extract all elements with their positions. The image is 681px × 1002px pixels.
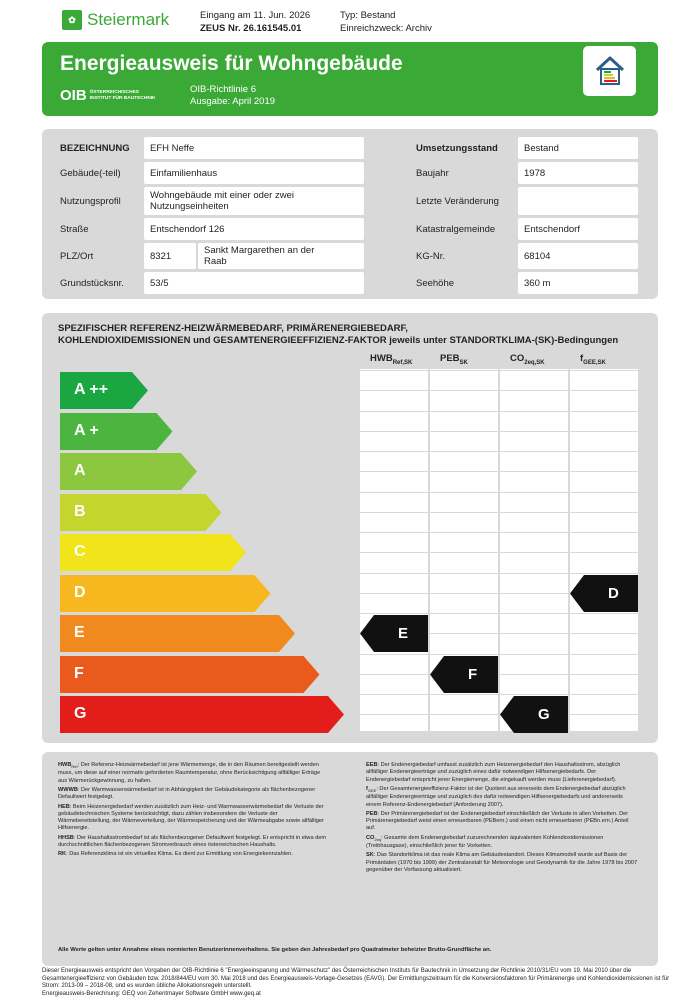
plz-value: 8321: [144, 243, 196, 269]
definition-entry: $f_{GEE}$: Der Gesamtenergieeffizienz-Faktor ist der Quotient aus einerseits dem Endenergiebedarf abzüglich allfälliger Endenergieerträge und zuzüglich des dafür notwendigen Hilfsenergiebedarfs und andererseits einem Referenz-Endenergiebedarf (Anforderung 2007).: [366, 785, 626, 808]
ort-value: [198, 243, 364, 269]
grid-line: [360, 512, 638, 513]
type-info: [340, 9, 432, 35]
energy-class-label: B: [74, 502, 86, 520]
definition-entry: PEB: Der Primärenergiebedarf ist der Endenergiebedarf einschließlich der Verluste in allen Vorketten. Der Primärenergiebedarf weist einen erneuerbaren (PEBern.) und einen nicht erneuerbaren (PEBn.ern.) Anteil auf.: [366, 810, 629, 832]
title-banner: [42, 42, 658, 116]
energy-class-label: E: [74, 624, 85, 641]
umsetzungsstand-value: Bestand: [518, 137, 638, 159]
grundstuecksnr-value: 53/5: [144, 272, 364, 294]
oib-logo-text: OIB: [60, 87, 87, 104]
brand-name: Steiermark: [87, 10, 170, 29]
document-header: [0, 0, 681, 42]
baujahr-label: Baujahr: [416, 167, 449, 179]
energy-class-label: A ++: [74, 381, 109, 398]
energy-rating-panel: [42, 313, 658, 743]
oib-logo-subtitle: [90, 90, 156, 102]
grid-line: [360, 674, 638, 675]
zeus-number: ZEUS Nr. 26.161545.01: [200, 23, 302, 34]
column-header-fgee: $f_{GEE,SK}$: [580, 353, 606, 366]
footer-software-credit: Energieausweis-Berechnung: GEQ von Zehentmayer Software GmbH www.geq.at: [42, 990, 261, 997]
energy-title-line-2: KOHLENDIOXIDEMISSIONEN und GESAMTENERGIEEFFIZIENZ-FAKTOR jeweils unter STANDORTKLIMA-(SK)-Bedingungen: [58, 335, 619, 346]
letzte-veraenderung-label: Letzte Veränderung: [416, 195, 499, 207]
receipt-info: [200, 9, 310, 35]
nutzungsprofil-label: Nutzungsprofil: [60, 195, 121, 207]
energy-class-label: C: [74, 543, 86, 560]
rating-marker-label: E: [398, 625, 409, 642]
seehoehe-value: 360 m: [518, 272, 638, 294]
energy-class-bar: [60, 656, 320, 693]
energy-rating-title: [58, 323, 618, 347]
gebaeude-label: Gebäude(-teil): [60, 167, 121, 179]
katastralgemeinde-value: Entschendorf: [518, 218, 638, 240]
seehoehe-label: Seehöhe: [416, 277, 455, 289]
letzte-veraenderung-value: [518, 187, 638, 215]
energy-class-label: A: [74, 462, 86, 479]
energy-title-line-1: SPEZIFISCHER REFERENZ-HEIZWÄRMEBEDARF, PRIMÄRENERGIEBEDARF,: [58, 323, 408, 334]
grid-line: [360, 573, 638, 574]
ort-line-1: Sankt Margarethen an der: [204, 245, 315, 256]
rating-column-hwb: [360, 369, 428, 731]
bezeichnung-value: EFH Neffe: [144, 137, 364, 159]
bezeichnung-label: BEZEICHNUNG: [60, 142, 130, 154]
nutzungsprofil-value: [144, 187, 364, 215]
grundstuecksnr-label: Grundstücksnr.: [60, 277, 124, 289]
nutzungsprofil-line-2: Nutzungseinheiten: [150, 201, 229, 212]
document-type: Typ: Bestand: [340, 10, 396, 21]
column-header-co2: $CO_{2eq,SK}$: [510, 353, 545, 366]
page-title: Energieausweis für Wohngebäude: [60, 52, 403, 75]
gebaeude-value: Einfamilienhaus: [144, 162, 364, 184]
grid-line: [360, 471, 638, 472]
grid-line: [360, 451, 638, 452]
grid-line: [360, 411, 638, 412]
strasse-value: Entschendorf 126: [144, 218, 364, 240]
plzort-label: PLZ/Ort: [60, 250, 94, 262]
energy-class-bar: [60, 534, 246, 571]
definition-entry: WWWB: Der Warmwasserwärmebedarf ist in Abhängigkeit der Gebäudekategorie als flächenbezogener Defaultwert festgelegt.: [58, 787, 316, 801]
grid-line: [360, 654, 638, 655]
katastralgemeinde-label: Katastralgemeinde: [416, 223, 496, 235]
guideline-info: [190, 84, 275, 108]
rating-marker-fgee: [570, 575, 638, 612]
kgnr-label: KG-Nr.: [416, 250, 446, 262]
building-info-panel: [42, 129, 658, 299]
energy-class-bar: [60, 696, 344, 733]
definition-entry: EEB: Der Endenergiebedarf umfasst zusätzlich zum Heizenergiebedarf den Haushaltsstrom, abzüglich allfälliger Endenergieerträge und zuzüglich eines dafür notwendigen Hilfsenergiebedarfs. Der Endenergiebedarf entspricht jener Energiemenge, die eingekauft werden muss (Lieferenergiebedarf).: [366, 762, 621, 783]
grid-line: [360, 714, 638, 715]
energy-class-bar: [60, 575, 271, 612]
kgnr-value: 68104: [518, 243, 638, 269]
definition-entry: HEB: Beim Heizenergiebedarf werden zusätzlich zum Heiz- und Warmwasserwärmebedarf die Verluste der gebäudetechnischen Systeme berücksichtigt, dazu zählen insbesondere die Verluste der Wärmebereitstellung, der Wärmeverteilung, der Wärmespeicherung und der Wärmeabgabe sowie allfälliger Hilfsenergie.: [58, 803, 324, 832]
definition-entry: $HWB_{Ref}$: Der Referenz-Heizwärmebedarf ist jene Wärmemenge, die in den Räumen bereitgestellt werden muss, um diese auf einer normativ geforderten Raumtemperatur, ohne Berücksichtigung allfälliger Erträge aus Wärmerückgewinnung, zu halten.: [58, 762, 321, 784]
grid-line: [360, 492, 638, 493]
umsetzungsstand-label: Umsetzungsstand: [416, 142, 498, 154]
definition-entry: $CO_{2eq}$: Gesamte dem Endenergiebedarf zuzurechnenden äquivalenten Kohlendioxidemissionen (Treibhausgase), einschließlich jener für Vorketten.: [366, 834, 604, 850]
definitions-panel: [42, 752, 658, 966]
document-footer: [42, 968, 672, 998]
column-header-hwb: $HWB_{Ref,SK}$: [370, 353, 413, 366]
submission-purpose: Einreichzweck: Archiv: [340, 23, 432, 34]
definition-entry: SK: Das Standortklima ist das reale Klima am Gebäudestandort. Dieses Klimamodell wurde auf Basis der Primärdaten (1970 bis 1999) der Zentralanstalt für Meteorologie und Geodynamik für die Jahre 1978 bis 2007 gegenüber der Vorfassung aktualisiert.: [366, 852, 638, 874]
oib-subtitle-line-2: INSTITUT FÜR BAUTECHNIK: [89, 95, 156, 101]
rating-column-fgee: [570, 369, 638, 731]
oib-logo: [60, 87, 156, 104]
grid-line: [360, 390, 638, 391]
definitions-left-column: [58, 762, 330, 861]
rating-marker-label: G: [538, 706, 550, 723]
rating-marker-label: F: [468, 665, 478, 683]
grid-line: [360, 694, 638, 695]
nutzungsprofil-line-1: Wohngebäude mit einer oder zwei: [150, 190, 294, 201]
grid-line: [360, 613, 638, 614]
baujahr-value: 1978: [518, 162, 638, 184]
rating-marker-co2: [500, 696, 568, 733]
grid-line: [360, 552, 638, 553]
grid-line: [360, 532, 638, 533]
definitions-note: Alle Werte gelten unter Annahme eines normierten Benutzerinnenverhaltens. Sie geben den Jahresbedarf pro Quadratmeter beheizter Brutto-Grundfläche an.: [58, 947, 492, 953]
definition-entry: RK: Das Referenzklima ist ein virtuelles Klima. Es dient zur Ermittlung von Energiekennzahlen.: [58, 851, 293, 858]
rating-marker-peb: [430, 656, 498, 693]
strasse-label: Straße: [60, 223, 89, 235]
steiermark-logo: [62, 10, 169, 30]
grid-line: [360, 370, 638, 371]
energy-class-label: D: [74, 583, 86, 601]
grid-line: [360, 431, 638, 432]
house-energy-icon: [583, 46, 636, 96]
rating-marker-hwb: [360, 615, 428, 652]
rating-column-co2: [500, 369, 568, 731]
column-header-peb: $PEB_{SK}$: [440, 353, 468, 366]
oib-subtitle-line-1: ÖSTERREICHISCHES: [89, 89, 139, 95]
definitions-right-column: [366, 762, 638, 876]
energy-class-label: A +: [74, 421, 99, 439]
rating-marker-label: D: [608, 584, 619, 602]
guideline-name: OIB-Richtlinie 6: [190, 84, 256, 95]
energy-class-label: G: [74, 705, 87, 722]
definition-entry: HHSB: Der Haushaltsstrombedarf ist als flächenbezogener Defaultwert festgelegt. Er entspricht in etwa dem durchschnittlichen flächenbezogenen Stromverbrauch eines österreichischen Haushalts.: [58, 834, 327, 849]
footer-legal-text: Dieser Energieausweis entspricht den Vorgaben der OIB-Richtlinie 6 "Energieeinsparung und Wärmeschutz" des Österreichischen Instituts für Bautechnik in Umsetzung der Richtlinie 2010/31/EU vom 19. Mai 2010 über die Gesamtenergieeffizienz von Gebäuden bzw. 2018/844/EU vom 30. Mai 2018 und des Energieausweis-Vorlage-Gesetzes (EAVG). Der Ermittlungszeitraum für die Konversionsfaktoren für Primärenergie und Kohlendioxidemissionen ist für Strom: 2013-09 – 2018-08, und es wurden übliche Allokationsregeln unterstellt.: [42, 968, 670, 989]
steiermark-panther-icon: ✿: [62, 10, 82, 30]
energy-class-label: F: [74, 664, 84, 682]
guideline-edition: Ausgabe: April 2019: [190, 96, 276, 107]
received-date: Eingang am 11. Jun. 2026: [200, 10, 311, 21]
energy-class-bar: [60, 615, 295, 652]
ort-line-2: Raab: [204, 256, 227, 267]
